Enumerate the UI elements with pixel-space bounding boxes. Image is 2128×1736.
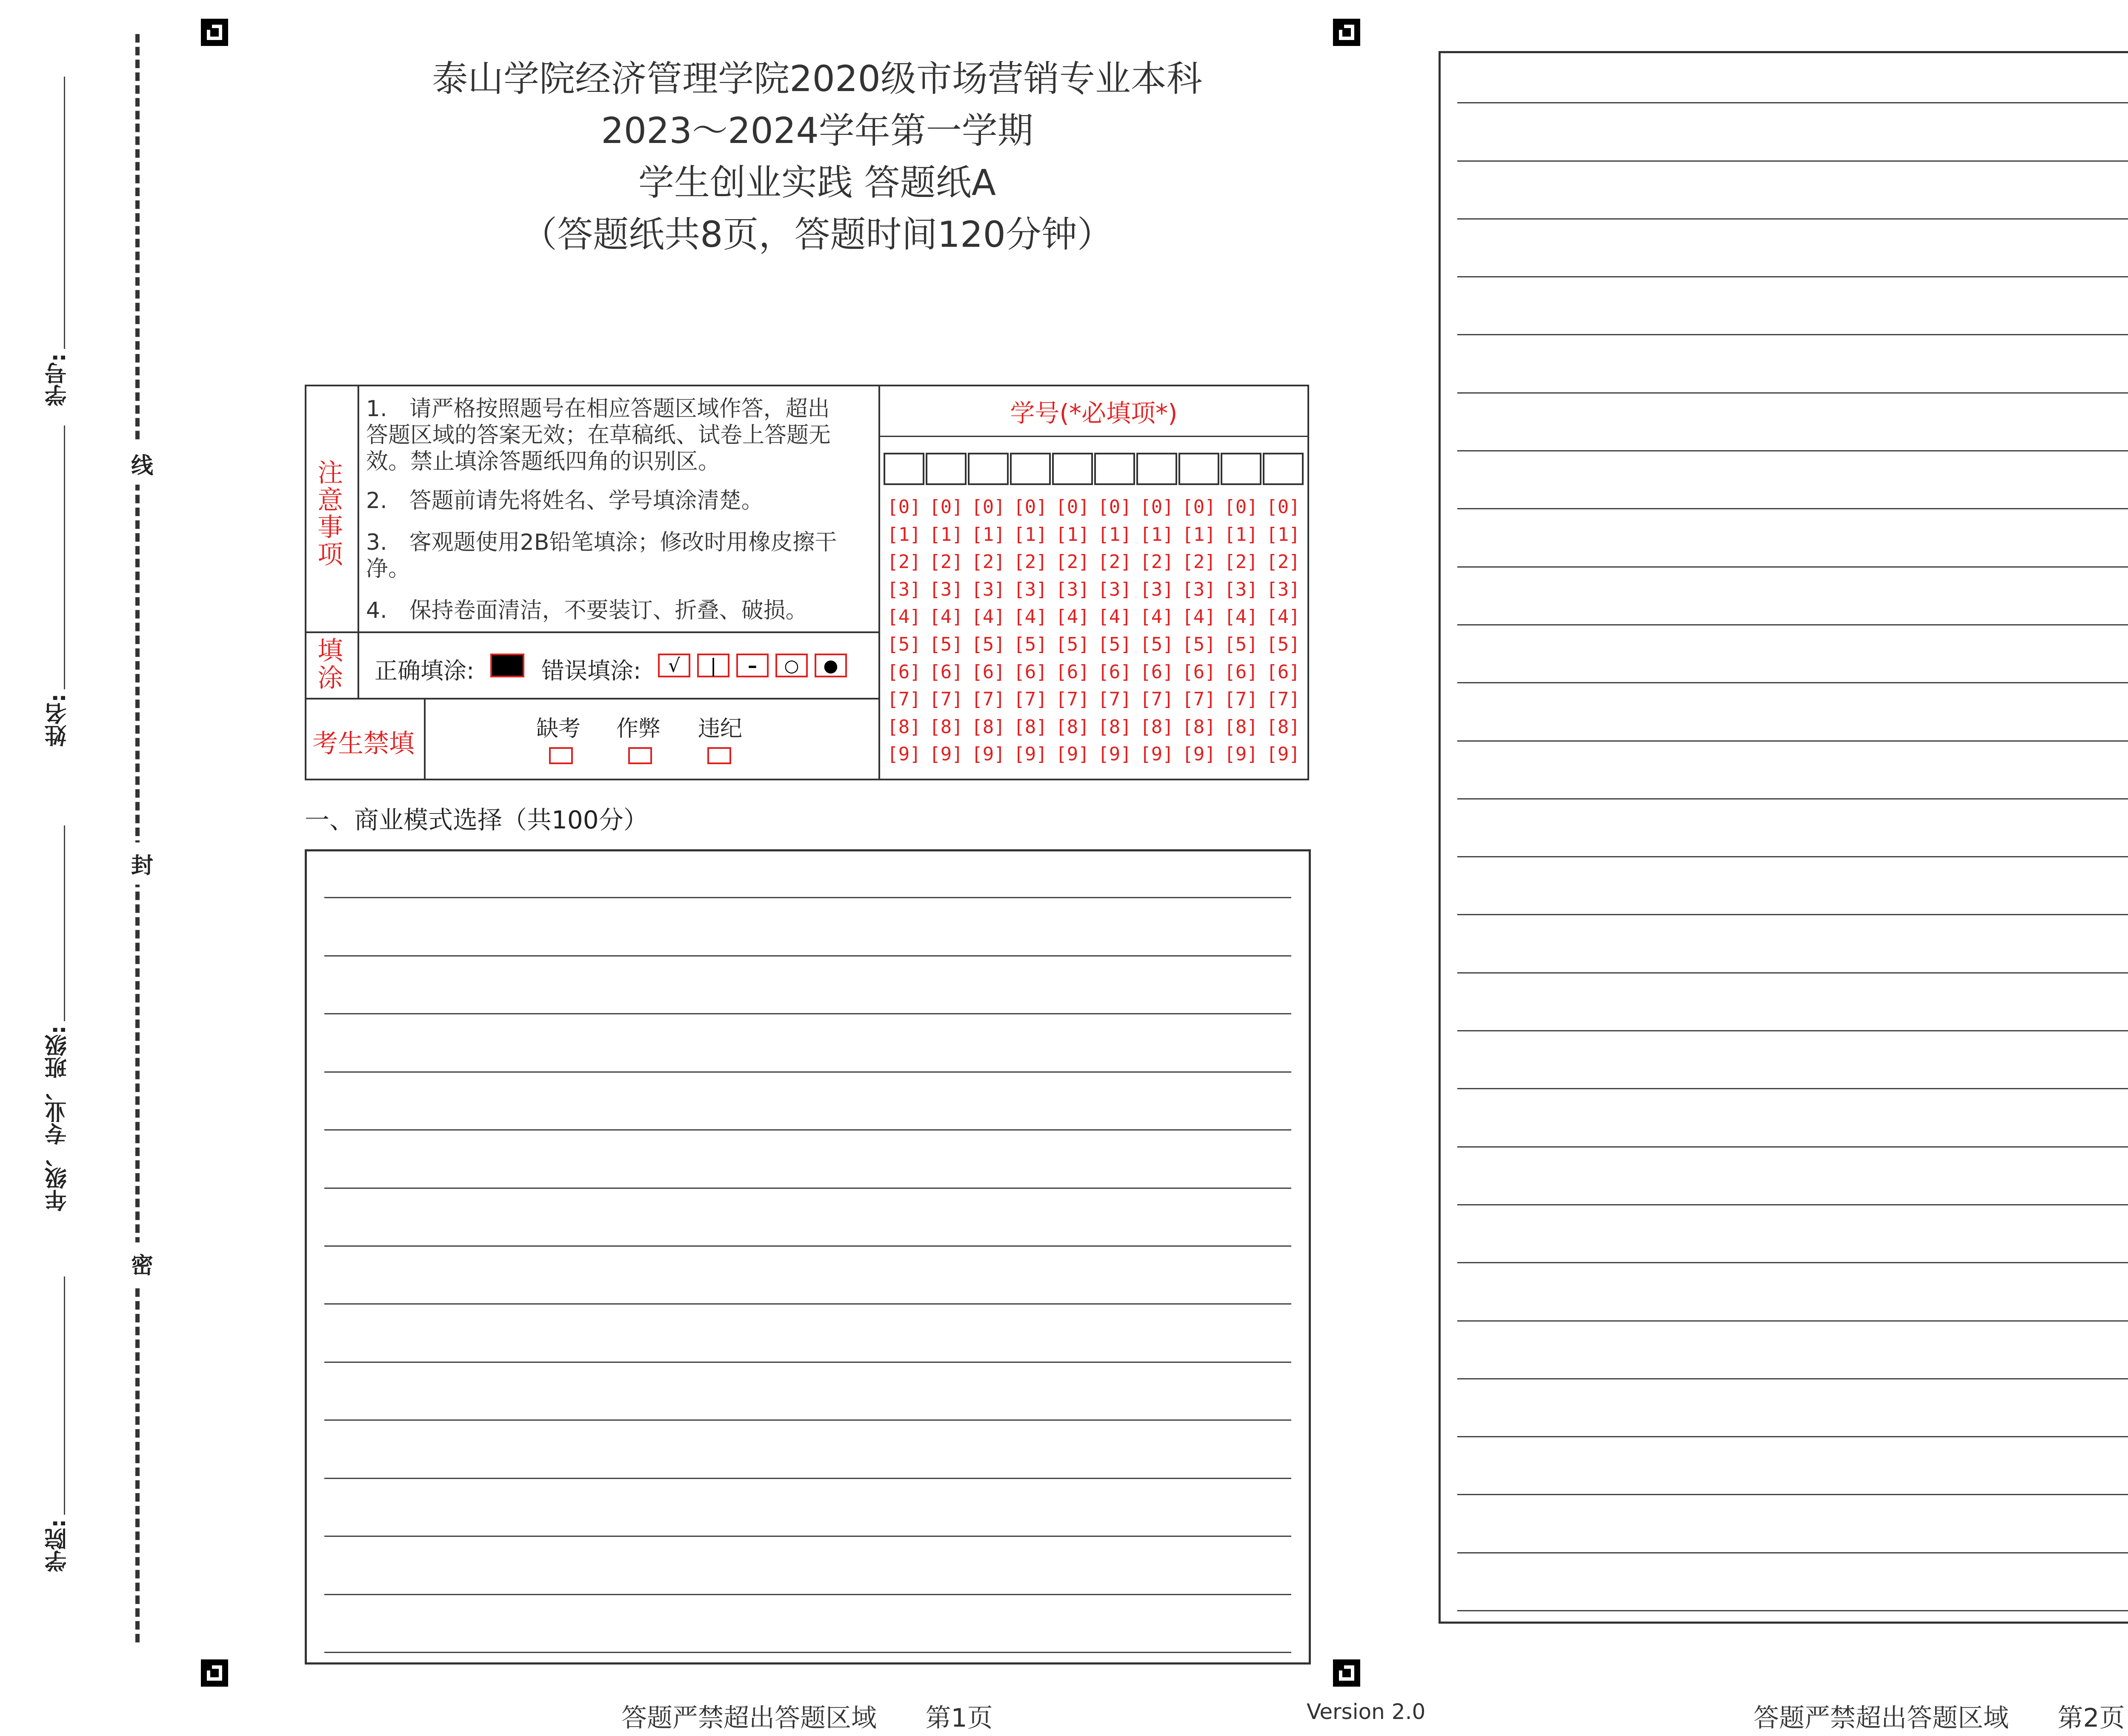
student-id-digit-bubble[interactable]: [7] bbox=[1055, 688, 1090, 711]
notice-heading: 注意事项 bbox=[317, 458, 343, 570]
student-id-digit-bubble[interactable]: [7] bbox=[1182, 688, 1216, 711]
college-fill-line[interactable] bbox=[64, 1276, 65, 1515]
exam-title-line1: 泰山学院经济管理学院2020级市场营销专业本科 bbox=[432, 58, 1202, 100]
student-id-digit-bubble[interactable]: [5] bbox=[1140, 633, 1174, 655]
student-id-digit-bubble[interactable]: [9] bbox=[1055, 743, 1090, 765]
wrong-fill-circle-mark: ○ bbox=[775, 654, 808, 677]
college-label: 学院: bbox=[45, 1519, 71, 1572]
seal-char-line: 线 bbox=[131, 443, 153, 485]
answer-line bbox=[1457, 1436, 2128, 1437]
answer-line bbox=[324, 1419, 1291, 1421]
student-id-digit-bubble[interactable]: [0] bbox=[1224, 496, 1258, 518]
student-id-digit-bubble[interactable]: [4] bbox=[971, 606, 1005, 628]
footer-page1: 答题严禁超出答题区域 第1页 bbox=[621, 1703, 993, 1733]
student-id-digit-bubble[interactable]: [0] bbox=[971, 496, 1005, 518]
student-id-digit-bubble[interactable]: [8] bbox=[971, 716, 1005, 738]
student-id-digit-bubble[interactable]: [9] bbox=[971, 743, 1005, 765]
student-id-digit-bubble[interactable]: [8] bbox=[887, 716, 921, 738]
student-id-digit-bubble[interactable]: [8] bbox=[1055, 716, 1090, 738]
name-fill-line[interactable] bbox=[64, 425, 65, 689]
correct-fill-sample bbox=[490, 654, 524, 677]
student-id-digit-bubble[interactable]: [8] bbox=[1140, 716, 1174, 738]
student-id-digit-bubble[interactable]: [3] bbox=[1224, 578, 1258, 600]
student-id-digit-bubble[interactable]: [1] bbox=[1224, 523, 1258, 545]
corner-marker-top-center bbox=[1333, 19, 1360, 46]
student-id-digit-bubble[interactable]: [3] bbox=[1013, 578, 1047, 600]
notice-heading-divider bbox=[358, 385, 359, 700]
student-id-digit-bubble[interactable]: [4] bbox=[1098, 606, 1132, 628]
student-id-digit-bubble[interactable]: [7] bbox=[1013, 688, 1047, 711]
student-id-digit-bubble[interactable]: [6] bbox=[1098, 661, 1132, 683]
answer-line bbox=[1457, 102, 2128, 103]
student-id-digit-bubble[interactable]: [6] bbox=[971, 661, 1005, 683]
class-label: 年级、专业、班级: bbox=[45, 1025, 71, 1211]
student-id-digit-bubble[interactable]: [1] bbox=[929, 523, 963, 545]
student-id-digit-bubble[interactable]: [3] bbox=[1055, 578, 1090, 600]
answer-line bbox=[1457, 334, 2128, 335]
corner-marker-bottom-left bbox=[201, 1659, 228, 1687]
student-id-box[interactable] bbox=[884, 453, 924, 485]
answer-line bbox=[1457, 682, 2128, 683]
answer-line bbox=[1457, 1146, 2128, 1148]
student-id-digit-bubble[interactable]: [6] bbox=[887, 661, 921, 683]
student-id-digit-bubble[interactable]: [4] bbox=[1224, 606, 1258, 628]
student-id-digit-bubble[interactable]: [8] bbox=[1182, 716, 1216, 738]
student-id-digit-bubble[interactable]: [2] bbox=[1140, 551, 1174, 573]
student-id-digit-bubble[interactable]: [0] bbox=[887, 496, 921, 518]
student-id-digit-bubble[interactable]: [7] bbox=[1140, 688, 1174, 711]
student-id-digit-bubble[interactable]: [6] bbox=[1013, 661, 1047, 683]
student-id-digit-bubble[interactable]: [7] bbox=[1098, 688, 1132, 711]
student-id-digit-column bbox=[1136, 494, 1177, 768]
wrong-fill-dash-mark: – bbox=[736, 654, 769, 677]
student-id-digit-bubble[interactable]: [4] bbox=[1266, 606, 1300, 628]
answer-line bbox=[1457, 1494, 2128, 1495]
student-id-digit-bubble[interactable]: [5] bbox=[1224, 633, 1258, 655]
student-id-digit-bubble[interactable]: [3] bbox=[1098, 578, 1132, 600]
answer-line bbox=[1457, 392, 2128, 394]
answer-line bbox=[1457, 972, 2128, 974]
notice-bottom-rule bbox=[305, 631, 880, 633]
answer-line bbox=[1457, 1262, 2128, 1263]
student-id-box[interactable] bbox=[1136, 453, 1177, 485]
answer-line bbox=[324, 1478, 1291, 1479]
student-id-box[interactable] bbox=[1010, 453, 1051, 485]
cheating-checkbox[interactable] bbox=[628, 747, 652, 764]
answer-line bbox=[1457, 508, 2128, 509]
student-id-digit-column bbox=[1178, 494, 1219, 768]
student-id-box[interactable] bbox=[1052, 453, 1093, 485]
student-id-box[interactable] bbox=[1221, 453, 1261, 485]
student-id-digit-bubble[interactable]: [7] bbox=[1224, 688, 1258, 711]
student-id-digit-bubble[interactable]: [1] bbox=[1013, 523, 1047, 545]
student-id-digit-bubble[interactable]: [7] bbox=[1266, 688, 1300, 711]
student-id-digit-bubble[interactable]: [9] bbox=[1013, 743, 1047, 765]
student-id-digit-bubble[interactable]: [5] bbox=[929, 633, 963, 655]
answer-line bbox=[1457, 276, 2128, 277]
examiner-divider bbox=[424, 698, 426, 780]
student-id-digit-bubble[interactable]: [8] bbox=[1224, 716, 1258, 738]
answer-line bbox=[324, 1071, 1291, 1073]
student-id-box[interactable] bbox=[968, 453, 1009, 485]
student-id-digit-bubble[interactable]: [9] bbox=[929, 743, 963, 765]
student-id-digit-bubble[interactable]: [2] bbox=[1182, 551, 1216, 573]
answer-line bbox=[1457, 218, 2128, 220]
student-id-digit-bubble[interactable]: [9] bbox=[1098, 743, 1132, 765]
name-label: 姓名: bbox=[45, 694, 71, 747]
student-id-digit-bubble[interactable]: [2] bbox=[1013, 551, 1047, 573]
student-id-digit-bubble[interactable]: [3] bbox=[1140, 578, 1174, 600]
exam-title-line3: 学生创业实践 答题纸A bbox=[638, 162, 996, 203]
wrong-fill-check-mark: √ bbox=[658, 654, 690, 677]
student-id-digit-bubble[interactable]: [6] bbox=[1182, 661, 1216, 683]
footer-version: Version 2.0 bbox=[1307, 1699, 1426, 1724]
class-fill-line[interactable] bbox=[64, 825, 65, 1021]
student-id-digit-bubble[interactable]: [1] bbox=[1182, 523, 1216, 545]
student-id-digit-column bbox=[968, 494, 1009, 768]
student-id-digit-column bbox=[1263, 494, 1304, 768]
student-id-digit-column bbox=[1052, 494, 1093, 768]
student-id-digit-bubble[interactable]: [8] bbox=[1098, 716, 1132, 738]
student-id-digit-bubble[interactable]: [5] bbox=[1182, 633, 1216, 655]
answer-line bbox=[1457, 450, 2128, 451]
student-id-digit-bubble[interactable]: [4] bbox=[929, 606, 963, 628]
answer-line bbox=[1457, 566, 2128, 568]
student-id-digit-bubble[interactable]: [5] bbox=[1013, 633, 1047, 655]
student-id-digit-bubble[interactable]: [9] bbox=[1182, 743, 1216, 765]
student-id-digit-bubble[interactable]: [6] bbox=[1140, 661, 1174, 683]
answer-line bbox=[1457, 856, 2128, 857]
student-id-digit-bubble[interactable]: [1] bbox=[1098, 523, 1132, 545]
notice-item-1: 1. 请严格按照题号在相应答题区域作答，超出答题区域的答案无效；在草稿纸、试卷上答题无效。禁止填涂答题纸四角的识别区。 bbox=[366, 396, 831, 474]
seal-char-feng: 封 bbox=[131, 842, 153, 885]
notice-item-4: 4. 保持卷面清洁，不要装订、折叠、破损。 bbox=[366, 598, 808, 623]
student-id-digit-bubble[interactable]: [5] bbox=[1098, 633, 1132, 655]
answer-line bbox=[1457, 624, 2128, 625]
student-id-digit-column bbox=[884, 494, 924, 768]
info-block-split bbox=[878, 385, 880, 780]
seal-dashed-line bbox=[135, 34, 140, 1642]
answer-line bbox=[1457, 1088, 2128, 1089]
fill-bottom-rule bbox=[305, 698, 880, 700]
notice-item-3: 3. 客观题使用2B铅笔填涂；修改时用橡皮擦干净。 bbox=[366, 530, 837, 582]
student-id-digit-bubble[interactable]: [2] bbox=[1055, 551, 1090, 573]
student-id-digit-bubble[interactable]: [0] bbox=[1098, 496, 1132, 518]
student-id-digit-bubble[interactable]: [0] bbox=[929, 496, 963, 518]
notice-item-2: 2. 答题前请先将姓名、学号填涂清楚。 bbox=[366, 488, 764, 514]
student-id-digit-column bbox=[1221, 494, 1261, 768]
student-id-digit-bubble[interactable]: [1] bbox=[1055, 523, 1090, 545]
exam-title-line2: 2023～2024学年第一学期 bbox=[601, 110, 1033, 151]
student-id-digit-bubble[interactable]: [4] bbox=[1182, 606, 1216, 628]
absent-label: 缺考 bbox=[536, 716, 581, 742]
student-id-digit-bubble[interactable]: [1] bbox=[1140, 523, 1174, 545]
wrong-fill-bar-mark: | bbox=[697, 654, 729, 677]
student-id-digit-bubble[interactable]: [5] bbox=[1266, 633, 1300, 655]
student-id-label: 学号: bbox=[45, 353, 71, 406]
answer-line bbox=[1457, 1610, 2128, 1611]
student-id-digit-bubble[interactable]: [3] bbox=[1182, 578, 1216, 600]
student-id-digit-bubble[interactable]: [0] bbox=[1140, 496, 1174, 518]
student-id-digit-bubble[interactable]: [8] bbox=[1013, 716, 1047, 738]
answer-line bbox=[1457, 160, 2128, 162]
violation-label: 违纪 bbox=[698, 716, 743, 742]
student-id-digit-bubble[interactable]: [9] bbox=[1224, 743, 1258, 765]
correct-fill-label: 正确填涂: bbox=[375, 657, 475, 684]
answer-line bbox=[1457, 1378, 2128, 1379]
student-id-digit-column bbox=[1094, 494, 1135, 768]
section1-heading: 一、商业模式选择（共100分） bbox=[305, 805, 648, 834]
student-id-digit-bubble[interactable]: [6] bbox=[1055, 661, 1090, 683]
seal-char-mi: 密 bbox=[131, 1242, 153, 1285]
cheating-label: 作弊 bbox=[616, 716, 661, 742]
answer-line bbox=[1457, 1552, 2128, 1553]
student-id-digit-bubble[interactable]: [1] bbox=[971, 523, 1005, 545]
wrong-fill-label: 错误填涂: bbox=[541, 657, 641, 684]
student-id-digit-bubble[interactable]: [9] bbox=[887, 743, 921, 765]
answer-line bbox=[324, 1362, 1291, 1363]
student-id-digit-column bbox=[1010, 494, 1051, 768]
student-id-digit-bubble[interactable]: [4] bbox=[1055, 606, 1090, 628]
student-id-digit-bubble[interactable]: [1] bbox=[887, 523, 921, 545]
student-id-box[interactable] bbox=[1178, 453, 1219, 485]
student-id-digit-bubble[interactable]: [9] bbox=[1266, 743, 1300, 765]
student-id-box[interactable] bbox=[1263, 453, 1304, 485]
answer-line bbox=[1457, 798, 2128, 799]
student-id-digit-bubble[interactable]: [5] bbox=[1055, 633, 1090, 655]
student-id-digit-bubble[interactable]: [6] bbox=[1266, 661, 1300, 683]
answer-line bbox=[1457, 914, 2128, 915]
answer-line bbox=[324, 1188, 1291, 1189]
student-id-digit-bubble[interactable]: [2] bbox=[887, 551, 921, 573]
student-id-digit-bubble[interactable]: [0] bbox=[1055, 496, 1090, 518]
student-id-digit-bubble[interactable]: [0] bbox=[1266, 496, 1300, 518]
student-id-digit-bubble[interactable]: [4] bbox=[887, 606, 921, 628]
absent-checkbox[interactable] bbox=[549, 747, 573, 764]
student-id-heading-rule bbox=[880, 436, 1307, 437]
answer-line bbox=[324, 1303, 1291, 1305]
answer-line bbox=[1457, 1030, 2128, 1031]
student-id-digit-bubble[interactable]: [3] bbox=[1266, 578, 1300, 600]
answer-line bbox=[1457, 1204, 2128, 1205]
student-id-digit-bubble[interactable]: [7] bbox=[929, 688, 963, 711]
violation-checkbox[interactable] bbox=[707, 747, 731, 764]
student-id-digit-column bbox=[926, 494, 967, 768]
student-id-digit-bubble[interactable]: [0] bbox=[1182, 496, 1216, 518]
student-id-digit-bubble[interactable]: [1] bbox=[1266, 523, 1300, 545]
student-id-digit-bubble[interactable]: [2] bbox=[929, 551, 963, 573]
student-id-digit-bubble[interactable]: [9] bbox=[1140, 743, 1174, 765]
student-id-heading: 学号(*必填项*) bbox=[1010, 399, 1178, 428]
answer-box-page2[interactable] bbox=[1439, 51, 2128, 1624]
footer-page2: 答题严禁超出答题区域 第2页 bbox=[1753, 1703, 2125, 1733]
student-id-fill-line[interactable] bbox=[64, 77, 65, 349]
student-id-digit-bubble[interactable]: [3] bbox=[929, 578, 963, 600]
answer-line bbox=[324, 1594, 1291, 1595]
student-id-digit-bubble[interactable]: [5] bbox=[887, 633, 921, 655]
student-id-digit-bubble[interactable]: [8] bbox=[1266, 716, 1300, 738]
student-id-digit-bubble[interactable]: [4] bbox=[1140, 606, 1174, 628]
student-id-digit-bubble[interactable]: [2] bbox=[971, 551, 1005, 573]
corner-marker-top-left bbox=[201, 19, 228, 46]
student-id-box[interactable] bbox=[1094, 453, 1135, 485]
student-id-digit-bubble[interactable]: [4] bbox=[1013, 606, 1047, 628]
answer-line bbox=[324, 1536, 1291, 1537]
student-id-digit-bubble[interactable]: [2] bbox=[1224, 551, 1258, 573]
student-id-digit-bubble[interactable]: [7] bbox=[971, 688, 1005, 711]
student-id-digit-bubble[interactable]: [6] bbox=[1224, 661, 1258, 683]
answer-line bbox=[1457, 1320, 2128, 1322]
student-id-box[interactable] bbox=[926, 453, 967, 485]
student-id-digit-bubble[interactable]: [7] bbox=[887, 688, 921, 711]
answer-line bbox=[1457, 740, 2128, 742]
answer-line bbox=[324, 1652, 1291, 1653]
student-id-digit-bubble[interactable]: [8] bbox=[929, 716, 963, 738]
answer-line bbox=[324, 1013, 1291, 1014]
corner-marker-bottom-center bbox=[1333, 1659, 1360, 1687]
answer-line bbox=[324, 1129, 1291, 1131]
student-id-digit-bubble[interactable]: [3] bbox=[887, 578, 921, 600]
fill-heading: 填涂 bbox=[317, 636, 343, 693]
student-id-digit-bubble[interactable]: [2] bbox=[1098, 551, 1132, 573]
wrong-fill-dot-mark: ● bbox=[815, 654, 847, 677]
exam-title-line4: （答题纸共8页，答题时间120分钟） bbox=[521, 214, 1113, 255]
student-id-digit-bubble[interactable]: [6] bbox=[929, 661, 963, 683]
answer-box-page1[interactable] bbox=[305, 849, 1311, 1665]
student-id-digit-bubble[interactable]: [5] bbox=[971, 633, 1005, 655]
examiner-heading: 考生禁填 bbox=[312, 729, 415, 759]
answer-line bbox=[324, 955, 1291, 957]
answer-line bbox=[324, 897, 1291, 898]
student-id-digit-bubble[interactable]: [0] bbox=[1013, 496, 1047, 518]
student-id-digit-bubble[interactable]: [2] bbox=[1266, 551, 1300, 573]
student-id-digit-bubble[interactable]: [3] bbox=[971, 578, 1005, 600]
answer-line bbox=[324, 1245, 1291, 1247]
